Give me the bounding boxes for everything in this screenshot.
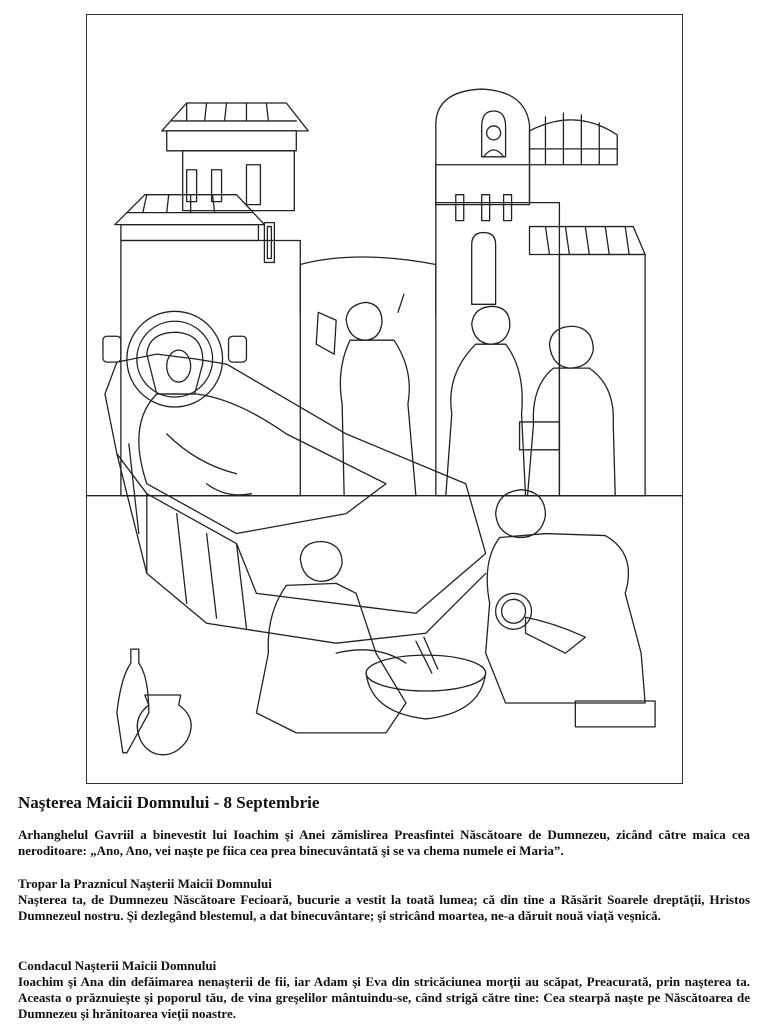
standing-woman-with-cup bbox=[316, 294, 416, 495]
bathing-basin bbox=[366, 637, 486, 719]
troparion-section bbox=[18, 876, 750, 924]
bed bbox=[103, 336, 486, 643]
troparion-heading: Tropar la Praznicul Naşterii Maicii Domnului bbox=[18, 876, 272, 891]
left-tower bbox=[115, 103, 308, 496]
intro-paragraph bbox=[18, 827, 750, 859]
right-church bbox=[300, 89, 645, 496]
standing-woman-center bbox=[446, 306, 526, 495]
nativity-of-theotokos-line-drawing-icon bbox=[87, 15, 682, 783]
intro-text: Arhanghelul Gavriil a binevestit lui Ioachim şi Anei zămislirea Preasfintei Născătoare de Dumnezeu, zicând către maica cea neroditoare: „Ano, Ano, vei naşte pe fiica cea prea binecuvântată şi se va chema numele ei Maria”. bbox=[18, 827, 750, 858]
saint-anne bbox=[127, 311, 386, 533]
kontakion-heading: Condacul Naşterii Maicii Domnului bbox=[18, 958, 217, 973]
page-title: Naşterea Maicii Domnului - 8 Septembrie bbox=[18, 793, 320, 812]
round-vase bbox=[137, 695, 191, 755]
troparion-text: Naşterea ta, de Dumnezeu Născătoare Fecioară, bucurie a vestit la toată lumea; că din tine a Răsărit Soarele dreptăţii, Hristos Dumnezeul nostru. Şi dezlegând blestemul, a dat binecuvântare; şi stricând moartea, ne-a dăruit nouă viaţă veşnică. bbox=[18, 892, 750, 923]
amphora-vase bbox=[117, 649, 149, 753]
kontakion-text: Ioachim şi Ana din defăimarea nenaşterii de fii, iar Adam şi Eva din stricăciunea morţii au scăpat, Preacurată, prin naşterea ta. Aceasta o prăznuieşte şi poporul tău, de vina greşelilor mântuindu-se, când strigă către tine: Cea stearpă naşte pe Născătoarea de Dumnezeu şi hrănitoarea vieţii noastre. bbox=[18, 974, 750, 1021]
seated-woman-with-infant bbox=[486, 490, 655, 727]
kontakion-section bbox=[18, 958, 750, 1022]
nativity-illustration bbox=[86, 14, 683, 784]
standing-woman-right bbox=[520, 326, 616, 495]
